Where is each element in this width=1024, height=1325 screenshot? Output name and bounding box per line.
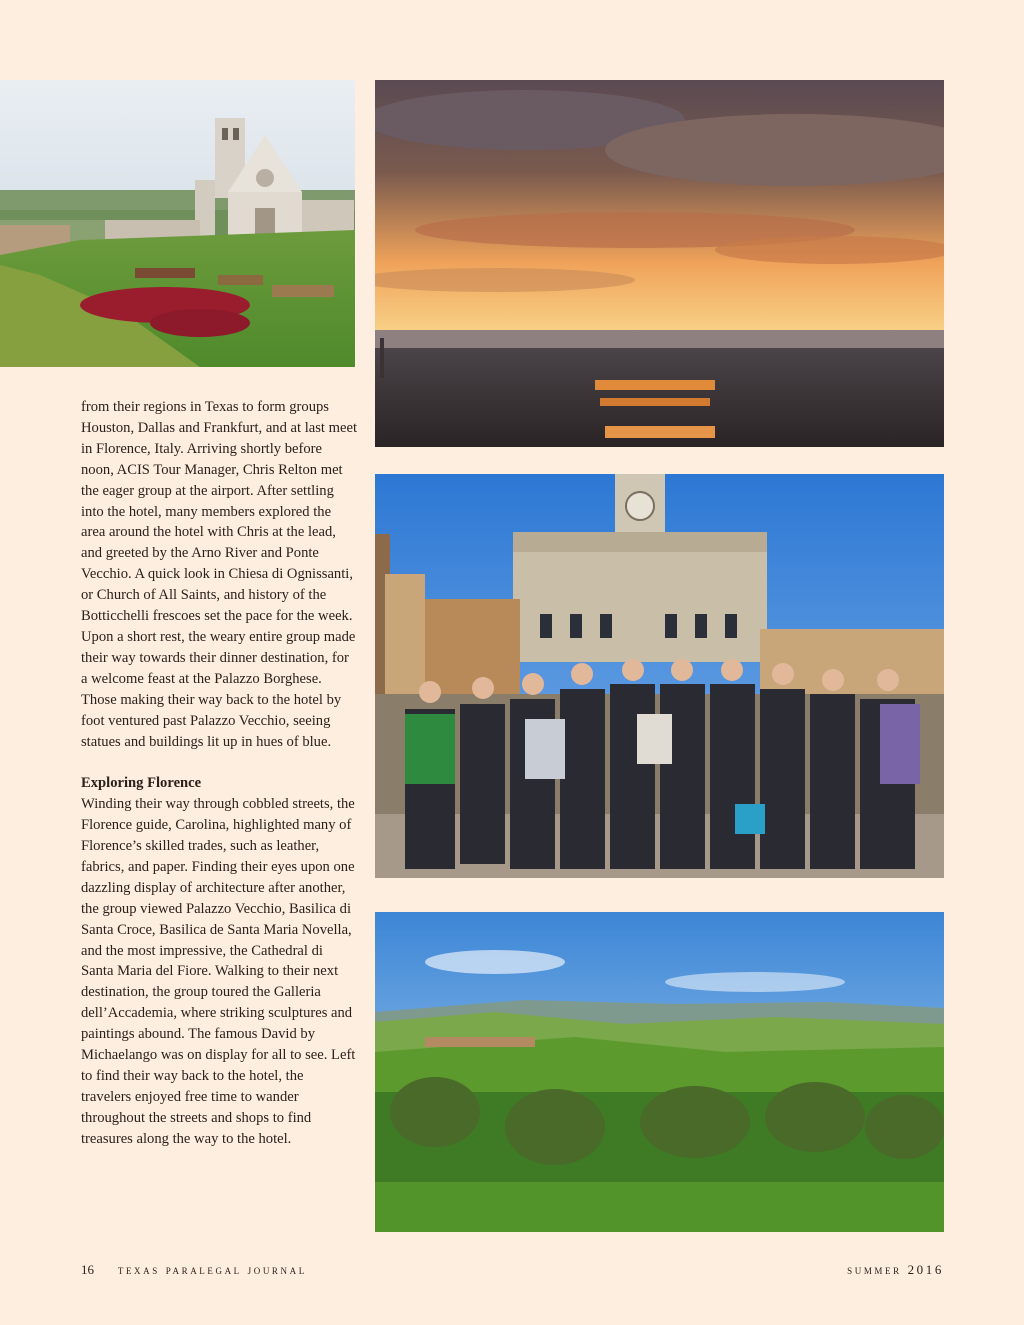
article-paragraph-2: Winding their way through cobbled streets, the Florence guide, Carolina, highlighted many of Florence’s skilled trades, such as leather, fabrics, and paper. Finding their eyes upon one dazzling display of architecture after another, the group viewed Palazzo Vecchio, Basilica di Santa Croce, Basilica de Santa Maria Novella, and the most impressive, the Cathedral di Santa Maria del Fiore. Walking to their next destination, the group toured the Galleria dell’Accademia, where striking sculptures and paintings abound. The famous David by Michaelango was on display for all to see. Left to find their way back to the hotel, the travelers enjoyed free time to wander throughout the streets and shops to find treasures along the way to the hotel. (81, 796, 356, 1147)
issue-date: summer 2016 (847, 1262, 944, 1277)
article-paragraph-1: from their regions in Texas to form groups Houston, Dallas and Frankfurt, and at last meet in Florence, Italy. Arriving shortly before noon, ACIS Tour Manager, Chris Relton met the eager group at the airport. After settling into the hotel, many members explored the area around the hotel with Chris at the lead, and greeted by the Arno River and Ponte Vecchio. A quick look in Chiesa di Ognissanti, or Church of All Saints, and history of the Botticchelli frescoes set the pace for the week. Upon a short rest, the weary entire group made their way towards their dinner destination, for a welcome feast at the Palazzo Borghese. Those making their way back to the hotel by foot ventured past Palazzo Vecchio, seeing statues and buildings lit up in hues of blue. (81, 399, 357, 750)
basilica-photo (0, 80, 355, 367)
florence-sunset-photo (375, 80, 944, 447)
page-number: 16 (81, 1262, 94, 1277)
travel-group-photo (375, 474, 944, 878)
article-body (81, 397, 357, 1150)
footer-left (81, 1262, 307, 1278)
publication-name: texas paralegal journal (117, 1262, 307, 1277)
tuscany-landscape-photo (375, 912, 944, 1232)
section-heading: Exploring Florence (81, 775, 202, 792)
